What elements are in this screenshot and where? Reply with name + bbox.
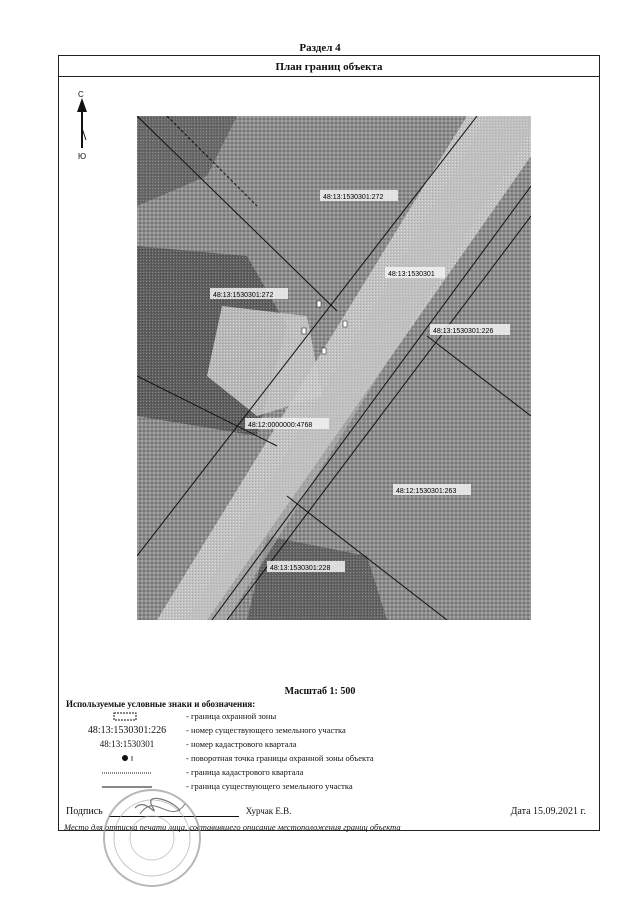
south-label: Ю (78, 152, 87, 161)
map-label: 48:12:1530301:263 (396, 488, 457, 495)
turning-point-symbol-icon (72, 753, 182, 765)
legend-item (0, 781, 640, 793)
map-canvas (137, 116, 531, 620)
signature-label: Подпись (66, 806, 103, 817)
legend-item-text: - граница существующего земельного участка (186, 781, 353, 791)
plan-title: План границ объекта (58, 57, 600, 77)
legend-item (0, 753, 640, 765)
quarter-boundary-symbol-icon (72, 767, 182, 779)
map-label: 48:13:1530301:228 (270, 565, 331, 572)
map-label: 48:13:1530301:272 (213, 292, 274, 299)
legend-item (0, 711, 640, 723)
section-title: Раздел 4 (299, 42, 341, 54)
seal-note: Место для оттиска печати лица, составившего описание местоположения границ объекта (64, 822, 401, 832)
legend-title: Используемые условные знаки и обозначения: (66, 699, 256, 709)
map-label: 48:12:0000000:4768 (248, 422, 313, 429)
north-label: С (78, 90, 84, 99)
legend-item-text: - поворотная точка границы охранной зоны объекта (186, 753, 374, 763)
legend-item (0, 725, 640, 737)
legend-item-text: - граница кадастрового квартала (186, 767, 304, 777)
protection-zone-symbol-icon (72, 711, 182, 723)
signer-name: Хурчак Е.В. (245, 806, 292, 816)
legend-item (0, 767, 640, 779)
legend-item-text: - номер существующего земельного участка (186, 725, 346, 735)
map-label: 48:13:1530301:272 (323, 194, 384, 201)
map-label: 48:13:1530301 (388, 271, 435, 278)
legend-item (0, 739, 640, 751)
legend-item-text: - номер кадастрового квартала (186, 739, 297, 749)
map-scale: Масштаб 1: 500 (284, 686, 356, 697)
legend-item-text: - граница охранной зоны (186, 711, 277, 721)
aerial-map[interactable] (137, 116, 531, 620)
north-arrow (72, 90, 92, 170)
signature-date: Дата 15.09.2021 г. (510, 806, 586, 817)
legend-item-symbol: 48:13:1530301:226 (87, 725, 167, 736)
seal-stamp-icon (100, 786, 204, 890)
legend-item-symbol: 48:13:1530301 (99, 739, 155, 749)
map-label: 48:13:1530301:226 (433, 328, 494, 335)
